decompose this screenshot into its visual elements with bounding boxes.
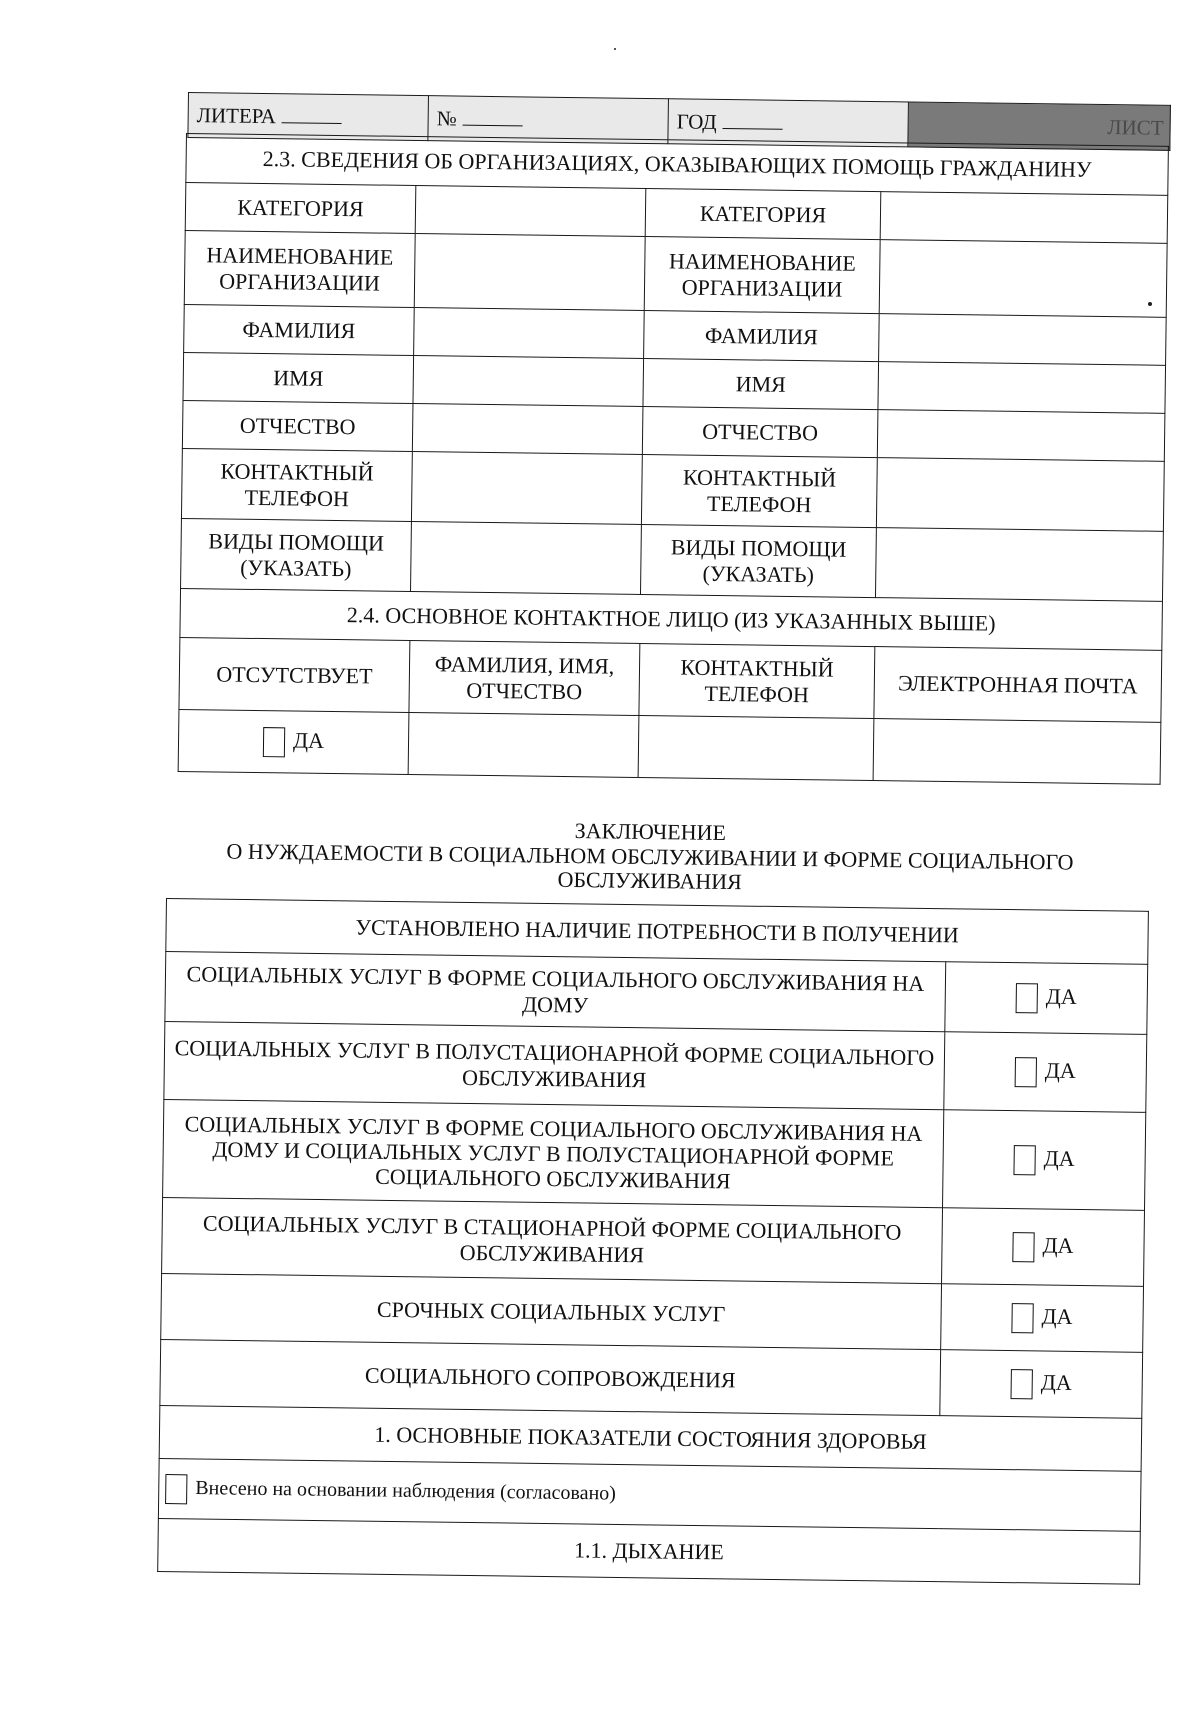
scan-dot (1148, 302, 1152, 306)
field-value[interactable] (877, 410, 1165, 462)
field-value[interactable] (876, 458, 1164, 532)
field-label: КАТЕГОРИЯ (645, 189, 881, 240)
field-value[interactable] (412, 403, 643, 454)
section-2-3-title: 2.3. СВЕДЕНИЯ ОБ ОРГАНИЗАЦИЯХ, ОКАЗЫВАЮЩИХ ПОМОЩЬ ГРАЖДАНИНУ (186, 134, 1169, 196)
scan-dot (614, 48, 616, 50)
yes-label: ДА (1041, 1303, 1073, 1329)
need-row-label: СОЦИАЛЬНЫХ УСЛУГ В ПОЛУСТАЦИОНАРНОЙ ФОРМЕ СОЦИАЛЬНОГО ОБСЛУЖИВАНИЯ (164, 1021, 945, 1109)
field-value[interactable] (414, 308, 645, 359)
field-value[interactable] (875, 528, 1163, 602)
need-yes-cell (942, 1208, 1145, 1287)
field-value[interactable] (880, 192, 1168, 244)
column-header: ЭЛЕКТРОННАЯ ПОЧТА (874, 647, 1162, 723)
field-value[interactable] (878, 362, 1166, 414)
field-label: ОТЧЕСТВО (182, 400, 413, 451)
absent-checkbox[interactable] (263, 727, 285, 757)
contact-email-value[interactable] (873, 719, 1161, 785)
block-label: ЛИСТ (1107, 114, 1164, 140)
conclusion-line-1: ЗАКЛЮЧЕНИЕ (574, 818, 727, 845)
need-yes-cell (944, 1032, 1147, 1113)
field-label: ВИДЫ ПОМОЩИ (УКАЗАТЬ) (181, 518, 412, 591)
field-label: НАИМЕНОВАНИЕ ОРГАНИЗАЦИИ (184, 230, 415, 307)
field-label: ВИДЫ ПОМОЩИ (УКАЗАТЬ) (640, 524, 876, 597)
yes-label: ДА (1043, 1145, 1075, 1171)
field-label: КАТЕГОРИЯ (185, 183, 416, 234)
field-value[interactable] (879, 314, 1167, 366)
need-checkbox[interactable] (1015, 1057, 1037, 1087)
need-row-label: СОЦИАЛЬНЫХ УСЛУГ В ФОРМЕ СОЦИАЛЬНОГО ОБСЛУЖИВАНИЯ НА ДОМУ (165, 952, 946, 1032)
year-label: ГОД (676, 109, 717, 134)
yes-label: ДА (1045, 983, 1077, 1009)
organizations-table (178, 133, 1169, 785)
number-blank[interactable] (463, 121, 523, 127)
litera-label: ЛИТЕРА (196, 103, 277, 129)
yes-label: ДА (1044, 1057, 1076, 1083)
breathing-title: 1.1. ДЫХАНИЕ (158, 1518, 1141, 1584)
need-row-label: СОЦИАЛЬНОГО СОПРОВОЖДЕНИЯ (160, 1339, 941, 1415)
number-label: № (436, 106, 457, 131)
contact-name-value[interactable] (408, 712, 639, 777)
field-value[interactable] (414, 234, 645, 311)
year-blank[interactable] (723, 124, 783, 130)
need-yes-cell (943, 1110, 1146, 1211)
column-header: ФАМИЛИЯ, ИМЯ, ОТЧЕСТВО (409, 640, 640, 715)
need-checkbox[interactable] (1011, 1303, 1033, 1333)
field-label: КОНТАКТНЫЙ ТЕЛЕФОН (181, 448, 412, 521)
observation-checkbox[interactable] (165, 1474, 187, 1504)
absent-yes-cell (178, 709, 409, 774)
need-yes-cell (945, 962, 1148, 1035)
contact-phone-value[interactable] (638, 715, 874, 780)
litera-blank[interactable] (282, 118, 342, 124)
column-header: КОНТАКТНЫЙ ТЕЛЕФОН (639, 643, 875, 718)
field-value[interactable] (411, 521, 642, 594)
observation-note: Внесено на основании наблюдения (согласовано) (195, 1476, 617, 1505)
field-label: ИМЯ (183, 352, 414, 403)
need-yes-cell (941, 1284, 1144, 1353)
field-label: ФАМИЛИЯ (644, 311, 880, 362)
yes-label: ДА (1040, 1369, 1072, 1395)
need-checkbox[interactable] (1013, 1145, 1035, 1175)
field-label: НАИМЕНОВАНИЕ ОРГАНИЗАЦИИ (644, 237, 880, 314)
column-header: ОТСУТСТВУЕТ (179, 637, 410, 712)
health-title: 1. ОСНОВНЫЕ ПОКАЗАТЕЛИ СОСТОЯНИЯ ЗДОРОВЬЯ (159, 1405, 1142, 1471)
field-label: КОНТАКТНЫЙ ТЕЛЕФОН (641, 455, 877, 528)
need-checkbox[interactable] (1012, 1232, 1034, 1262)
field-value[interactable] (879, 240, 1167, 318)
yes-label: ДА (1042, 1232, 1074, 1258)
field-value[interactable] (413, 355, 644, 406)
need-row-label: СОЦИАЛЬНЫХ УСЛУГ В СТАЦИОНАРНОЙ ФОРМЕ СОЦИАЛЬНОГО ОБСЛУЖИВАНИЯ (162, 1197, 943, 1283)
need-checkbox[interactable] (1016, 983, 1038, 1013)
section-2-4-title: 2.4. ОСНОВНОЕ КОНТАКТНОЕ ЛИЦО (ИЗ УКАЗАННЫХ ВЫШЕ) (180, 588, 1163, 650)
field-label: ИМЯ (643, 359, 879, 410)
field-label: ОТЧЕСТВО (642, 407, 878, 458)
need-row-label: СОЦИАЛЬНЫХ УСЛУГ В ФОРМЕ СОЦИАЛЬНОГО ОБСЛУЖИВАНИЯ НА ДОМУ И СОЦИАЛЬНЫХ УСЛУГ В ПОЛУСТАЦИОНАРНОЙ ФОРМЕ СОЦИАЛЬНОГО ОБСЛУЖИВАНИЯ (163, 1099, 944, 1207)
conclusion-title (210, 814, 1091, 899)
needs-table (157, 898, 1149, 1585)
field-value[interactable] (415, 186, 646, 237)
conclusion-line-2: О НУЖДАЕМОСТИ В СОЦИАЛЬНОМ ОБСЛУЖИВАНИИ И ФОРМЕ СОЦИАЛЬНОГО ОБСЛУЖИВАНИЯ (226, 838, 1074, 895)
needs-header: УСТАНОВЛЕНО НАЛИЧИЕ ПОТРЕБНОСТИ В ПОЛУЧЕНИИ (166, 899, 1149, 965)
need-row-label: СРОЧНЫХ СОЦИАЛЬНЫХ УСЛУГ (161, 1273, 942, 1349)
field-value[interactable] (411, 451, 642, 524)
yes-label: ДА (292, 727, 325, 753)
field-label: ФАМИЛИЯ (184, 304, 415, 355)
need-yes-cell (940, 1350, 1143, 1419)
need-checkbox[interactable] (1011, 1369, 1033, 1399)
